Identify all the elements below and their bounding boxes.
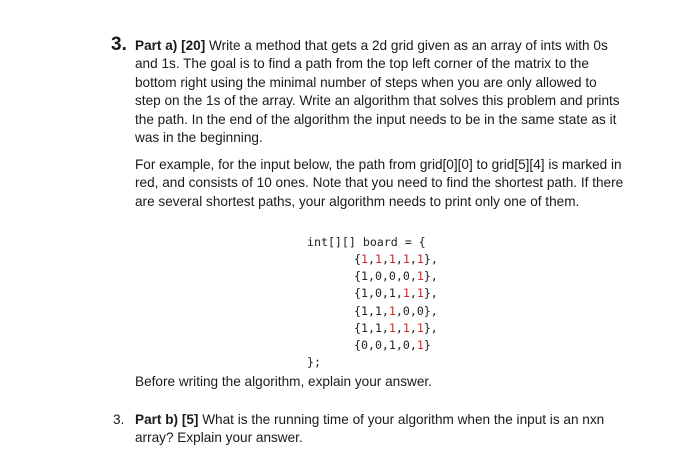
path-cell: 1 bbox=[402, 252, 410, 266]
board-text: { bbox=[354, 252, 361, 266]
path-cell: 1 bbox=[416, 252, 424, 266]
question-a-line-3: bottom right using the minimal number of steps when you are only allowed to bbox=[135, 74, 597, 90]
board-text: , bbox=[409, 286, 417, 301]
path-cell: 1 bbox=[374, 252, 382, 266]
path-cell: 1 bbox=[416, 269, 424, 284]
board-text: {1,1, bbox=[354, 303, 389, 318]
example-line-3: are several shortest paths, your algorithm needs to print only one of them. bbox=[135, 193, 580, 209]
path-cell: 1 bbox=[416, 320, 424, 335]
board-text: , bbox=[367, 252, 375, 266]
board-text: }, bbox=[423, 252, 438, 266]
path-cell: 1 bbox=[402, 286, 410, 301]
example-line-1: For example, for the input below, the path from grid[0][0] to grid[5][4] is marked in bbox=[135, 157, 622, 172]
question-b-text bbox=[135, 411, 604, 448]
path-cell: 1 bbox=[416, 338, 424, 353]
board-row bbox=[354, 320, 438, 337]
question-a-line-2: and 1s. The goal is to find a path from the top left corner of the matrix to the bbox=[135, 56, 589, 72]
instruction-text bbox=[135, 373, 432, 391]
board-row bbox=[354, 285, 438, 302]
board-row bbox=[354, 251, 438, 268]
board-text: {0,0,1,0, bbox=[354, 338, 417, 353]
example-text bbox=[135, 156, 623, 211]
question-a-line-1-text: Write a method that gets a 2d grid given as an array of ints with 0s bbox=[205, 38, 608, 53]
question-b-line-1 bbox=[135, 411, 604, 429]
path-cell: 1 bbox=[388, 252, 396, 266]
path-cell: 1 bbox=[388, 303, 396, 318]
board-text: , bbox=[381, 252, 389, 266]
board-text: , bbox=[395, 252, 403, 266]
board-text: , bbox=[409, 252, 417, 266]
board-row bbox=[354, 268, 438, 285]
path-cell: 1 bbox=[402, 320, 410, 335]
path-cell: 1 bbox=[416, 286, 424, 301]
example-line-2: red, and consists of 10 ones. Note that you need to find the shortest path. If there bbox=[135, 175, 624, 191]
board-text: } bbox=[423, 338, 431, 353]
board-text: , bbox=[409, 320, 417, 335]
board-text: }, bbox=[423, 286, 438, 301]
board-text: {1,0,0,0, bbox=[354, 269, 417, 284]
board-text: ,0,0}, bbox=[395, 303, 438, 318]
code-declaration: int[][] board = { bbox=[307, 235, 426, 249]
question-a-line-4: step on the 1s of the array. Write an algorithm that solves this problem and prints bbox=[135, 93, 620, 109]
board-text: {1,1, bbox=[354, 320, 389, 335]
board-text: , bbox=[395, 320, 403, 335]
question-a-line-1 bbox=[135, 37, 620, 55]
instruction-line: Before writing the algorithm, explain your answer. bbox=[135, 374, 432, 389]
question-a-line-5: the path. In the end of the algorithm the input needs to be in the same state as it bbox=[135, 111, 617, 127]
question-number-a: 3. bbox=[111, 34, 127, 55]
board-row bbox=[354, 303, 438, 320]
code-closing: }; bbox=[307, 355, 321, 369]
question-b-line-1-text: What is the running time of your algorithm when the input is an nxn bbox=[198, 412, 605, 427]
board-row bbox=[354, 337, 438, 354]
question-b-line-2: array? Explain your answer. bbox=[135, 430, 303, 446]
board-text: }, bbox=[423, 269, 438, 284]
question-number-b: 3. bbox=[113, 412, 125, 427]
board-text: }, bbox=[423, 320, 438, 335]
question-a-line-6: was in the beginning. bbox=[135, 130, 263, 146]
board-array bbox=[354, 251, 438, 354]
question-a-text bbox=[135, 37, 620, 147]
question-b-label: Part b) [5] bbox=[135, 412, 199, 427]
path-cell: 1 bbox=[388, 320, 396, 335]
question-a-label: Part a) [20] bbox=[135, 38, 206, 53]
path-cell: 1 bbox=[360, 252, 368, 266]
board-text: {1,0,1, bbox=[354, 286, 403, 301]
